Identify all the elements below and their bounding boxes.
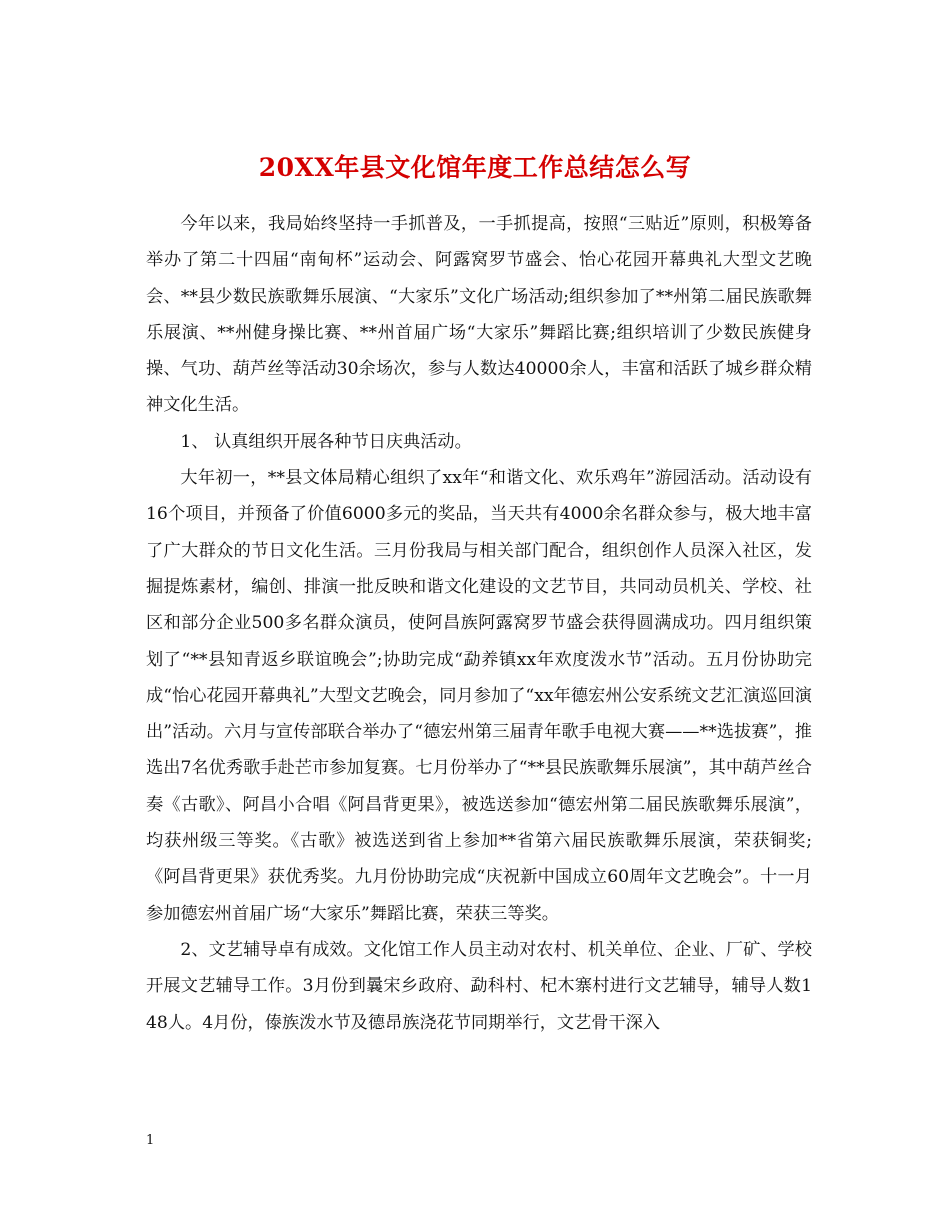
paragraph-section-2-guidance: 2、文艺辅导卓有成效。文化馆工作人员主动对农村、机关单位、企业、厂矿、学校开展文艺辅导工作。3月份到曩宋乡政府、勐科村、杞木寨村进行文艺辅导，辅导人数148人。4月份，傣族泼水节及德昂族浇花节同期举行，文艺骨干深入 bbox=[146, 939, 812, 1033]
paragraph-festival-activities: 大年初一，**县文体局精心组织了xx年“和谐文化、欢乐鸡年”游园活动。活动设有16个项目，并预备了价值6000多元的奖品，当天共有4000余名群众参与，极大地丰富了广大群众的节日文化生活。三月份我局与相关部门配合，组织创作人员深入社区，发掘提炼素材，编创、排演一批反映和谐文化建设的文艺节目，共同动员机关、学校、社区和部分企业500多名群众演员，使阿昌族阿露窝罗节盛会获得圆满成功。四月组织策划了“**县知青返乡联谊晚会”;协助完成“勐养镇xx年欢度泼水节”活动。五月份协助完成“怡心花园开幕典礼”大型文艺晚会，同月参加了“xx年德宏州公安系统文艺汇演巡回演出”活动。六月与宣传部联合举办了“德宏州第三届青年歌手电视大赛——**选拔赛”，推选出7名优秀歌手赴芒市参加复赛。七月份举办了“**县民族歌舞乐展演”，其中葫芦丝合奏《古歌》、阿昌小合唱《阿昌背更果》，被选送参加“德宏州第二届民族歌舞乐展演”，均获州级三等奖。《古歌》被选送到省上参加**省第六届民族歌舞乐展演，荣获铜奖;《阿昌背更果》获优秀奖。九月份协助完成“庆祝新中国成立60周年文艺晚会”。十一月参加德宏州首届广场“大家乐”舞蹈比赛，荣获三等奖。 bbox=[146, 468, 812, 924]
page-number: 1 bbox=[146, 1133, 155, 1148]
paragraph-intro: 今年以来，我局始终坚持一手抓普及，一手抓提高，按照“三贴近”原则，积极筹备举办了第二十四届“南甸杯”运动会、阿露窝罗节盛会、怡心花园开幕典礼大型文艺晚会、**县少数民族歌舞乐展演、“大家乐”文化广场活动;组织参加了**州第二届民族歌舞乐展演、**州健身操比赛、**州首届广场“大家乐”舞蹈比赛;组织培训了少数民族健身操、气功、葫芦丝等活动30余场次，参与人数达40000余人，丰富和活跃了城乡群众精神文化生活。 bbox=[146, 214, 812, 416]
document-title: 20XX年县文化馆年度工作总结怎么写 bbox=[258, 152, 692, 182]
paragraph-section-1-heading: 1、 认真组织开展各种节日庆典活动。 bbox=[180, 431, 472, 452]
document-body bbox=[146, 206, 812, 1041]
